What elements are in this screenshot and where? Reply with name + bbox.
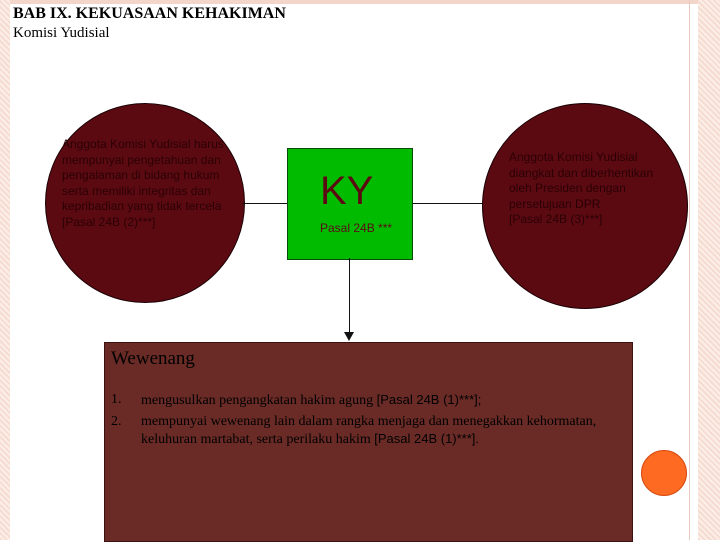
slide-frame-top: [0, 0, 720, 4]
connector-right: [411, 203, 483, 204]
arrow-shaft: [349, 258, 350, 333]
list-item-text: mempunyai wewenang lain dalam rangka menjaga dan menegakkan kehormatan, keluhuran martabat, serta perilaku hakim: [141, 414, 597, 447]
appointment-text-block: [509, 150, 674, 228]
wewenang-title: Wewenang: [111, 348, 195, 369]
list-item: [111, 413, 616, 448]
list-item: [111, 391, 616, 409]
ky-center-box: [287, 148, 413, 260]
requirements-text: Anggota Komisi Yudisial harus mempunyai pengetahuan dan pengalaman di bidang hukum serta memiliki integritas dan kepribadian yang tidak tercela: [62, 137, 224, 213]
requirements-citation: [Pasal 24B (2)***]: [62, 214, 156, 229]
slide-frame-right-line: [689, 0, 690, 540]
list-item-number: 2.: [111, 414, 122, 429]
list-item-citation: [Pasal 24B (1)***];: [376, 392, 482, 407]
connector-left: [242, 203, 287, 204]
list-item-number: 1.: [111, 392, 122, 407]
slide-frame-right: [698, 0, 720, 540]
ky-label: KY: [320, 169, 374, 213]
wewenang-list: [111, 391, 616, 452]
decorative-dot: [641, 450, 687, 496]
wewenang-box: [104, 342, 633, 542]
page-title: BAB IX. KEKUASAAN KEHAKIMAN: [13, 5, 286, 22]
appointment-citation: [Pasal 24B (3)***]: [509, 212, 603, 226]
page-subtitle: Komisi Yudisial: [13, 25, 110, 41]
requirements-text-block: [62, 137, 237, 230]
ky-citation: Pasal 24B ***: [320, 221, 393, 235]
slide-frame-left: [0, 0, 10, 540]
list-item-text: mengusulkan pengangkatan hakim agung: [141, 393, 377, 408]
appointment-text: Anggota Komisi Yudisial diangkat dan diberhentikan oleh Presiden dengan persetujuan DPR: [509, 150, 654, 211]
list-item-citation: [Pasal 24B (1)***].: [374, 431, 480, 446]
arrow-down-icon: [344, 332, 354, 341]
